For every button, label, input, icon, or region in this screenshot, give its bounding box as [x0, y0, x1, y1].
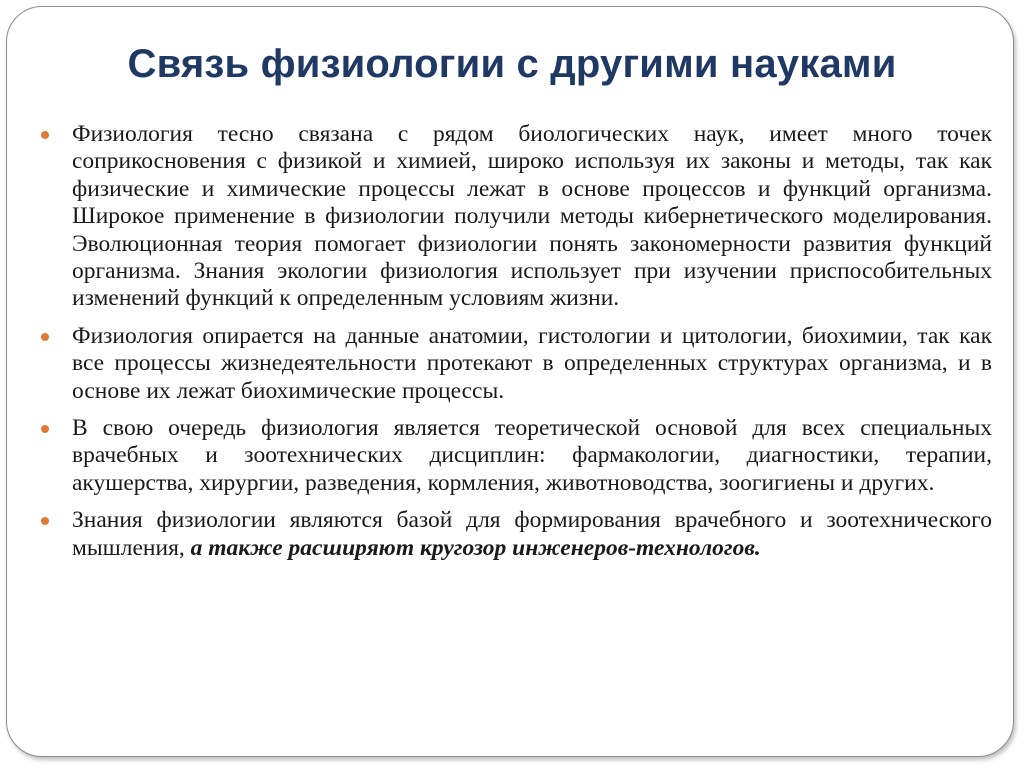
bullet-item-4 [72, 507, 992, 562]
bullet-text: Физиология опирается на данные анатомии, гистологии и цитологии, биохимии, так как все процессы жизнедеятельности протекают в определенных структурах организма, и в основе их лежат биохимические процессы. [72, 322, 992, 404]
slide-title: Связь физиологии с другими науками [127, 42, 897, 86]
bullet-text: Знания физиологии являются базой для формирования врачебного и зоотехнического мышления, [72, 507, 992, 561]
bullet-text: Физиология тесно связана с рядом биологических наук, имеет много точек соприкосновения с физикой и химией, широко используя их законы и методы, так как физические и химические процессы лежат в основе процессов и функций организма. Широкое применение в физиологии получили методы кибернетического моделирования. Эволюционная теория помогает физиологии понять закономерности развития функций организма. Знания экологии физиология использует при изучении приспособительных изменений функций к определенным условиям жизни. [72, 121, 992, 312]
bullet-item-2 [72, 323, 992, 405]
bullet-emphasis-text: а также расширяют кругозор инженеров-технологов. [190, 534, 761, 561]
bullet-item-3 [72, 415, 992, 497]
bullet-dot-icon [41, 425, 49, 433]
bullet-list [72, 121, 992, 572]
bullet-dot-icon [41, 333, 49, 341]
bullet-dot-icon [41, 131, 49, 139]
bullet-item-1 [72, 121, 992, 313]
bullet-text: В свою очередь физиология является теоретической основой для всех специальных врачебных и зоотехнических дисциплин: фармакологии, диагностики, терапии, акушерства, хирургии, разведения, кормления, животноводства, зоогигиены и других. [72, 415, 992, 496]
